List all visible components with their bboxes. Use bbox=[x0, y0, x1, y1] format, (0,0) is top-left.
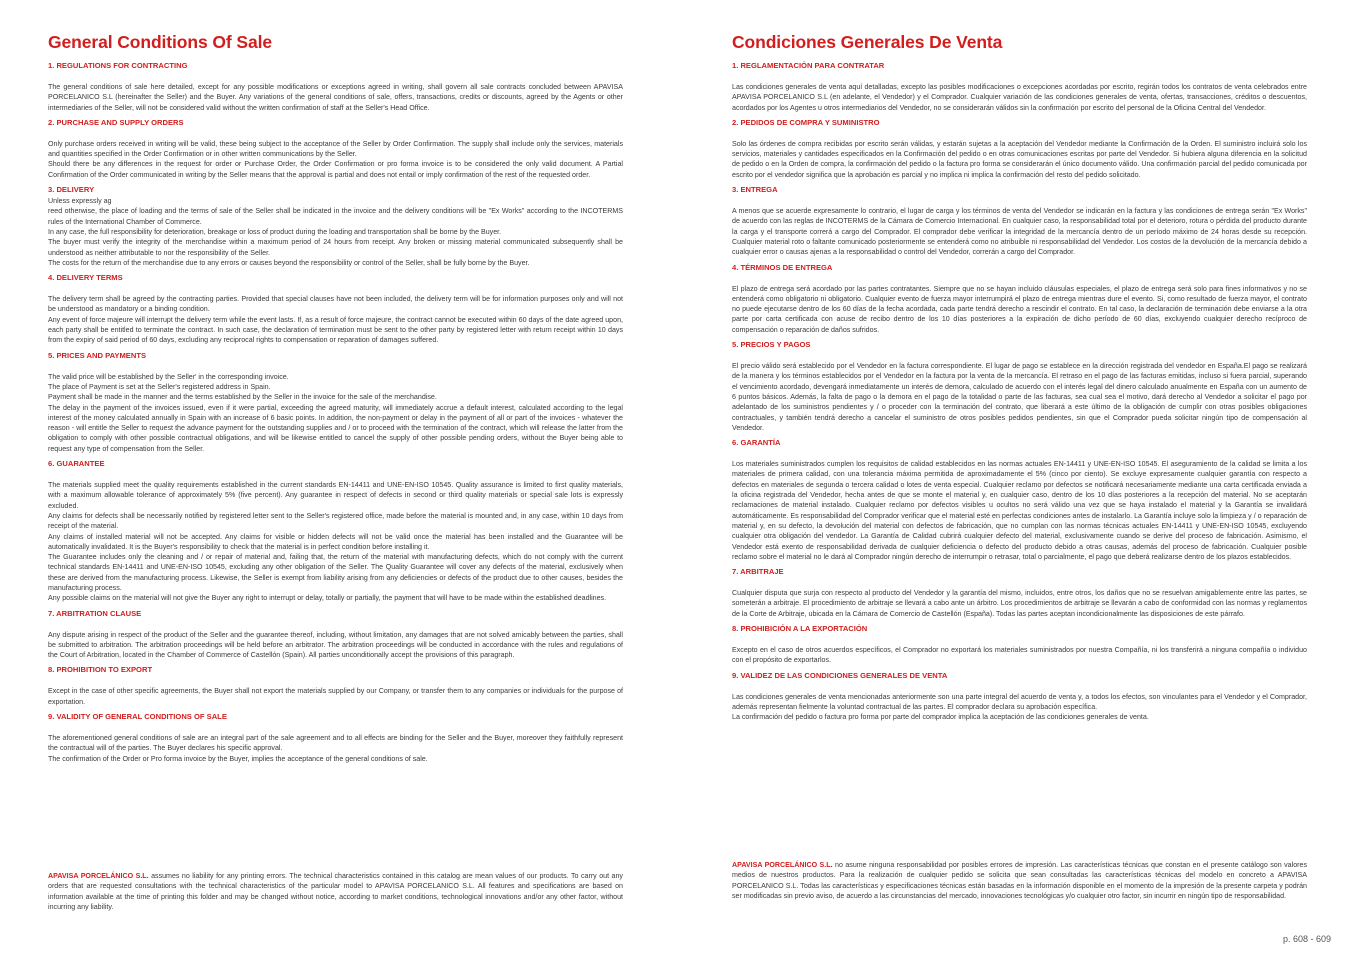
left-column-english bbox=[48, 32, 623, 769]
section-heading: 1. REGLAMENTACIÓN PARA CONTRATAR bbox=[732, 61, 885, 70]
page-title: Condiciones Generales De Venta bbox=[732, 32, 1003, 52]
section-body: Cualquier disputa que surja con respecto al producto del Vendedor y la garantía del mismo, incluidos, entre otros, los daños que no se resuelvan amigablemente entre las partes, se someterán a arbitraje. El procedimiento de arbitraje se llevará a cabo ante un árbitro. Los procedimientos de arbitraje se llevarán a cabo de conformidad con las normas y reglamentos de la Corte de Arbitraje, ubicada en la Cámara de Comercio de Castellón (España). Todas las partes aceptan incondicionalmente las disposiciones de este párrafo. bbox=[732, 589, 1307, 618]
section-heading: 8. PROHIBICIÓN A LA EXPORTACIÓN bbox=[732, 623, 868, 633]
section-heading: 3. DELIVERY bbox=[48, 185, 95, 195]
section-body: The valid price will be established by the Seller' in the corresponding invoice. The place of Payment is set at the Seller's registered address in Spain. Payment shall be made in the manner and the terms established by the Seller in the invoice for the sale of the merchandise. The delay in the payment of the invoices issued, even if it were partial, exceeding the agreed maturity, will immediately accrue a default interest, calculated according to the legal interest of the money calculated annually in Spain with an increase of 6 basic points. In addition, the non-payment or delay in the payment of all or part of the invoices - whatever the reason - will entitle the Seller to request the advance payment for the outstanding supplies and / or to proceed with the termination of the contract, which will release the latter from the obligation to comply with other possible contractual obligations, and will be likewise entitled to cancel the supply of other possible pending orders, without the Buyer being able to request any type of compensation from the Seller. bbox=[48, 372, 623, 453]
section-heading: 2. PEDIDOS DE COMPRA Y SUMINISTRO bbox=[732, 117, 880, 127]
section-body: El plazo de entrega será acordado por las partes contratantes. Siempre que no se hayan incluido cláusulas especiales, el plazo de entrega será solo para fines informativos y no se entenderá como obligatorio ni obligatorio. Cualquier evento de fuerza mayor interrumpirá el plazo de entrega mientras dure el evento. Si, como resultado de fuerza mayor, el contrato no puede ejecutarse dentro de los 60 días de la fecha acordada, cada parte tendrá derecho a rescindir el contrato. En tal caso, la declaración de terminación debe enviarse a la otra parte por carta certificada con acuse de recibo dentro de los 10 días posteriores a la expiración de dicho período de 60 días, excluyendo cualquier derecho recíproco de compensación o reparación de daños sufridos. bbox=[732, 284, 1307, 334]
section-heading: 5. PRICES AND PAYMENTS bbox=[48, 350, 147, 360]
disclaimer-brand: APAVISA PORCELÁNICO S.L. bbox=[732, 861, 833, 869]
section-body: Unless expressly ag reed otherwise, the place of loading and the terms of sale of the Seller shall be indicated in the invoice and the delivery conditions will be "Ex Works" according to the INCOTERMS rules of the International Chamber of Commerce. In any case, the full responsibility for deterioration, breakage or loss of product during the loading and transportation shall be borne by the Buyer. The buyer must verify the integrity of the merchandise within a maximum period of 24 hours from receipt. Any broken or missing material communicated subsequently shall be understood as neither attributable to nor the responsibility of the Seller. The costs for the return of the merchandise due to any errors or causes beyond the responsibility or control of the Seller, shall be fully borne by the Buyer. bbox=[48, 197, 623, 267]
section-heading: 9. VALIDEZ DE LAS CONDICIONES GENERALES DE VENTA bbox=[732, 670, 948, 680]
section-body: Only purchase orders received in writing will be valid, these being subject to the acceptance of the Seller by Order Confirmation. The supply shall include only the services, materials and quantities specified in the Order Confirmation or in other written communications by the Seller. Should there be any differences in the request for order or Purchase Order, the Order Confirmation or pro forma invoice is to be considered the only valid document. A Partial Confirmation of the Order communicated in writing by the Seller means that the approval is partial and does not entail or imply confirmation of the rest of the requested order. bbox=[48, 139, 623, 179]
page-number: p. 608 - 609 bbox=[1282, 934, 1331, 944]
section-body: Las condiciones generales de venta aquí detalladas, excepto las posibles modificaciones o excepciones acordadas por escrito, regirán todos los contratos de venta celebrados entre APAVISA PORCELANICO S.L (en adelante, el Vendedor) y el Comprador. Cualquier variación de las condiciones generales de venta, ofertas, transacciones, créditos o descuentos, acordados por los Agentes u otros intermediarios del Vendedor, no se considerarán válidos sin la confirmación por escrito del personal de la Oficina Central del Vendedor. bbox=[732, 83, 1307, 112]
section-heading: 5. PRECIOS Y PAGOS bbox=[732, 340, 811, 350]
disclaimer-text: assumes no liability for any printing errors. The technical characteristics contained in this catalog are mean values of our products. To carry out any orders that are requested consultations with the technical characteristics of the particular model to APAVISA PORCELANICO S.L. All features and specifications are based on information available at the time of printing this folder and may be changed without notice, according to market conditions, technological innovations and/or any other factor, without incurring any liability. bbox=[48, 872, 623, 911]
section-heading: 4. DELIVERY TERMS bbox=[48, 273, 123, 283]
section-body: Any dispute arising in respect of the product of the Seller and the guarantee thereof, including, without limitation, any damages that are not solved amicably between the parties, shall be submitted to arbitration. The arbitration proceedings will be held before an arbitrator. The arbitration proceedings will be conducted in accordance with the rules and regulations of the Court of Arbitration, located in the Chamber of Commerce of Castellón (Spain). All parties unconditionally accept the provisions of this paragraph. bbox=[48, 630, 623, 660]
section-heading: 7. ARBITRAJE bbox=[732, 567, 784, 577]
disclaimer-spanish bbox=[732, 860, 1307, 901]
disclaimer-english bbox=[48, 871, 623, 912]
section-heading: 1. REGULATIONS FOR CONTRACTING bbox=[48, 61, 188, 70]
section-heading: 7. ARBITRATION CLAUSE bbox=[48, 608, 142, 618]
section-body: Solo las órdenes de compra recibidas por escrito serán válidas, y estarán sujetas a la aceptación del Vendedor mediante la Confirmación de la Orden. El suministro incluirá solo los servicios, materiales y cantidades especificados en la Confirmación del pedido o en otras comunicaciones escritas por parte del Vendedor. Si hubiera alguna diferencia en la solicitud de pedido o en la Orden de compra, la confirmación del pedido o la factura pro forma se considerarán el único documento válido. Una confirmación parcial del pedido comunicada por escrito por el vendedor significa que la aprobación es parcial y no implica ni implica la confirmación del resto del pedido solicitado. bbox=[732, 139, 1307, 179]
section-heading: 2. PURCHASE AND SUPPLY ORDERS bbox=[48, 117, 184, 127]
section-body: Los materiales suministrados cumplen los requisitos de calidad establecidos en las normas actuales EN-14411 y UNE-EN-ISO 10545. El aseguramiento de la calidad se limita a los materiales de primera calidad, con una tolerancia máxima permitida de aproximadamente el 5% (cinco por ciento). Se excluye expresamente cualquier garantía con respecto a defectos en materiales de segunda o tercera calidad o lotes de venta especial. Cualquier reclamo por defectos se notificará necesariamente mediante una carta certificada enviada a la oficina registrada del Vendedor, hecha antes de que se monte el material y, en cualquier caso, dentro de los 10 días posteriores a la recepción del material. No se aceptarán reclamaciones de material instalado. Cualquier reclamo por defectos visibles u ocultos no será válido una vez que se haya instalado el material y la Garantía se invalidará automáticamente. Es responsabilidad del Comprador verificar que el material esté en perfectas condiciones antes de instalarlo. La Garantía incluye solo la limpieza y / o reparación de material y, en su defecto, la devolución del material con defectos de fabricación, que no cumplan con las normas técnicas actuales EN-14411 y UNE-EN-ISO 10545, excluyendo cualquier otra obligación del vendedor. La Garantía de Calidad cubrirá cualquier defecto del material, exclusivamente cuando se derive del proceso de fabricación. Asimismo, el Vendedor está exento de responsabilidad derivada de cualquier deficiencia o defecto del producto debido a otras causas, además del proceso de fabricación. Cualquier posible reclamo sobre el material no le dará al Comprador ningún derecho de interrumpir o retrasar, total o parcialmente, el pago que deberá realizarse dentro de los plazos establecidos. bbox=[732, 460, 1307, 561]
disclaimer-text: no asume ninguna responsabilidad por posibles errores de impresión. Las características técnicas que constan en el presente catálogo son valores medios de nuestros productos. Para la realización de cualquier pedido se solicita que sean consultadas las características técnicas del modelo en concreto a APAVISA PORCELANICO S.L. Todas las características y especificaciones técnicas están basadas en la información disponible en el momento de la impresión de la presente carpeta y podrán ser modificadas sin previo aviso, de acuerdo a las circunstancias del mercado, innovaciones tecnológicas y/o cualquier otro factor, sin incurrir en ningún tipo de responsabilidad. bbox=[732, 861, 1307, 900]
section-body: The aforementioned general conditions of sale are an integral part of the sale agreement and to all effects are binding for the Seller and the Buyer, moreover they faithfully represent the contractual will of the parties. The Buyer declares his specific approval. The confirmation of the Order or Pro forma invoice by the Buyer, implies the acceptance of the general conditions of sale. bbox=[48, 734, 623, 763]
section-heading: 3. ENTREGA bbox=[732, 185, 778, 195]
section-heading: 8. PROHIBITION TO EXPORT bbox=[48, 665, 153, 675]
section-body: The general conditions of sale here detailed, except for any possible modifications or exceptions agreed in writing, shall govern all sale contracts concluded between APAVISA PORCELANICO S.L (hereinafter the Seller) and the Buyer. Any variations of the general conditions of sale, offers, transactions, credits or discounts, agreed by the Agents or other intermediaries of the Seller, will not be considered valid without the written confirmation of staff at the Seller's Head Office. bbox=[48, 83, 623, 112]
section-body: The materials supplied meet the quality requirements established in the current standards EN-14411 and UNE-EN-ISO 10545. Quality assurance is limited to first quality materials, with a maximum allowable tolerance of approximately 5% (five percent). Any guarantee in respect of defects in second or third quality materials or special sale lots is expressly excluded. Any claims for defects shall be necessarily notified by registered letter sent to the Seller's registered office, made before the material is mounted and, in any case, within 10 days from receipt of the material. Any claims of installed material will not be accepted. Any claims for visible or hidden defects will not be valid once the material has been installed and the Guarantee will be automatically invalidated. It is the Buyer's responsibility to check that the material is in perfect condition before installing it. The Guarantee includes only the cleaning and / or repair of material and, failing that, the return of the material with manufacturing defects, which do not comply with the current technical standards EN-14411 and UNE-EN-ISO 10545, excluding any other obligation of the Seller. The Quality Guarantee will cover any defects of the material, exclusively when these are derived from the manufacturing process. Likewise, the Seller is exempt from liability arising from any deficiencies or defects of the product due to other causes, besides the manufacturing process. Any possible claims on the material will not give the Buyer any right to interrupt or delay, totally or partially, the payment that will have to be made within the established deadlines. bbox=[48, 481, 623, 603]
section-heading: 6. GARANTÍA bbox=[732, 438, 781, 448]
section-heading: 4. TÉRMINOS DE ENTREGA bbox=[732, 262, 833, 272]
disclaimer-brand: APAVISA PORCELÁNICO S.L. bbox=[48, 872, 149, 880]
page-title: General Conditions Of Sale bbox=[48, 32, 272, 52]
section-heading: 9. VALIDITY OF GENERAL CONDITIONS OF SALE bbox=[48, 712, 227, 722]
section-body: Except in the case of other specific agreements, the Buyer shall not export the materials supplied by our Company, or transfer them to any companies or individuals for the purpose of exportation. bbox=[48, 687, 623, 706]
section-body: A menos que se acuerde expresamente lo contrario, el lugar de carga y los términos de venta del Vendedor se indicarán en la factura y las condiciones de entrega serán "Ex Works" de acuerdo con las reglas de INCOTERMS de la Cámara de Comercio Internacional. En cualquier caso, la responsabilidad total por el deterioro, rotura o pérdida del producto durante la carga y el transporte correrá a cargo del Comprador. El comprador debe verificar la integridad de la mercancía dentro de un período máximo de 24 horas desde su recepción. Cualquier material roto o faltante comunicado posteriormente se entenderá como no atribuible ni responsabilidad del Vendedor. Los costos de la devolución de la mercancía debido a cualquier error o causas ajenas a la responsabilidad o control del Vendedor, correrán a cargo del Comprador. bbox=[732, 207, 1307, 257]
section-heading: 6. GUARANTEE bbox=[48, 459, 105, 469]
section-body: The delivery term shall be agreed by the contracting parties. Provided that special clauses have not been included, the delivery term will be for information purposes only and will not be understood as mandatory or a binding condition. Any event of force majeure will interrupt the delivery term while the event lasts. If, as a result of force majeure, the contract cannot be executed within 60 days of the date agreed upon, each party shall be entitled to terminate the contract. In such case, the declaration of termination must be sent to the other party by registered letter with return receipt within 10 days from the expiry of said period of 60 days, excluding any reciprocal rights to compensation or reparation of damages suffered. bbox=[48, 295, 623, 345]
section-body: El precio válido será establecido por el Vendedor en la factura correspondiente. El lugar de pago se establece en la dirección registrada del vendedor en España.El pago se realizará de la manera y los términos establecidos por el Vendedor en la factura por la venta de la mercancía. El retraso en el pago de las facturas emitidas, incluso si fuera parcial, superando el vencimiento acordado, devengará inmediatamente un interés de demora, calculado de acuerdo con el interés legal del dinero calculado anualmente en España con un aumento de 6 puntos básicos. Además, la falta de pago o la demora en el pago de la totalidad o parte de las facturas, sea cual sea el motivo, dará derecho al Vendedor a solicitar el pago por adelantado de los suministros pendientes y / o proceder con la terminación del contrato, que liberará a este último de la obligación de cumplir con otras posibles obligaciones contractuales, y también tendrá derecho a cancelar el suministro de otros posibles pedidos pendientes, sin que el Comprador pueda solicitar ningún tipo de compensación al Vendedor. bbox=[732, 362, 1307, 432]
section-body: Excepto en el caso de otros acuerdos específicos, el Comprador no exportará los materiales suministrados por nuestra Compañía, ni los transferirá a ninguna compañía o individuo con el propósito de exportarlos. bbox=[732, 645, 1307, 665]
section-body: Las condiciones generales de venta mencionadas anteriormente son una parte integral del acuerdo de venta y, a todos los efectos, son vinculantes para el Vendedor y el Comprador, además representan fielmente la voluntad contractual de las partes. El comprador declara su aprobación específica. La confirmación del pedido o factura pro forma por parte del comprador implica la aceptación de las condiciones generales de venta. bbox=[732, 692, 1307, 722]
right-column-spanish bbox=[732, 32, 1307, 727]
